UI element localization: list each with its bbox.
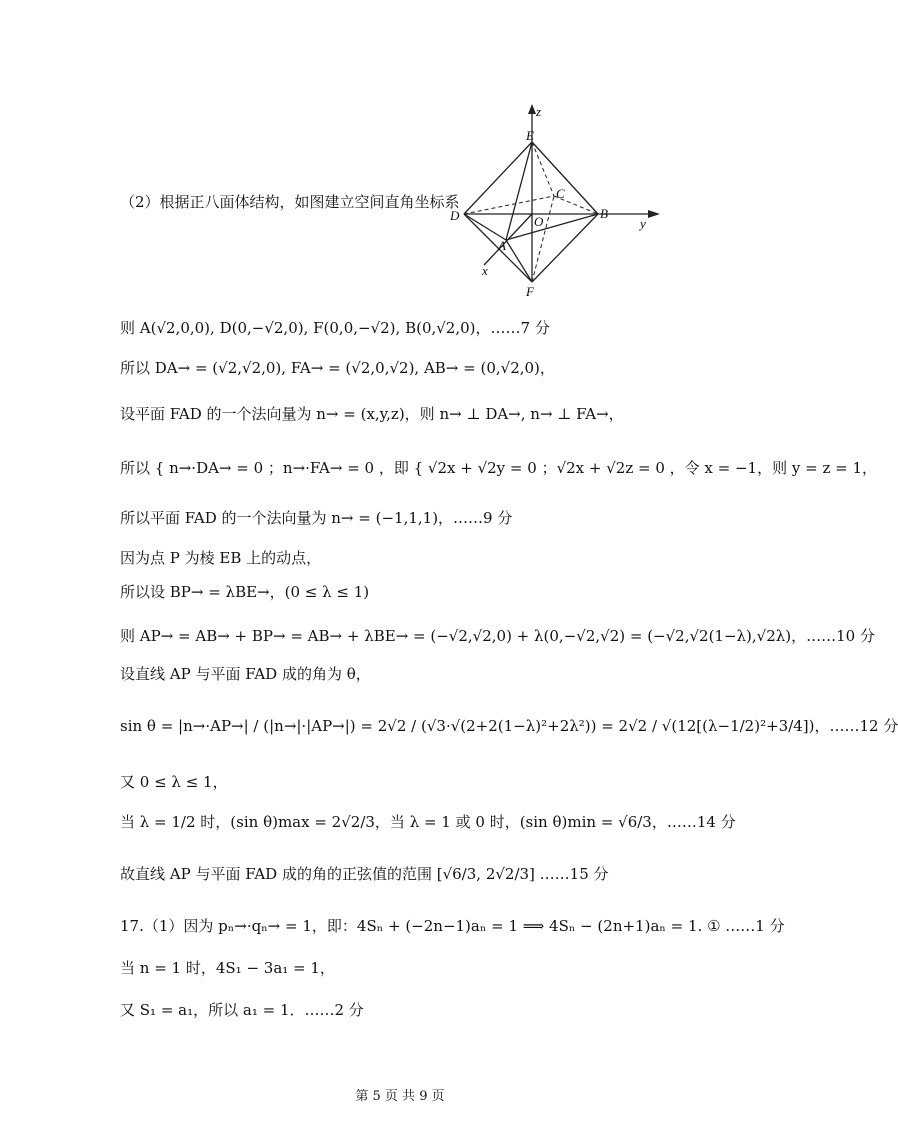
label-O: O: [534, 214, 544, 229]
page-footer: 第 5 页 共 9 页: [355, 1089, 445, 1104]
label-x: x: [482, 263, 488, 278]
octahedron-figure: [440, 100, 670, 304]
text-line-coordinates: 则 A(√2,0,0), D(0,−√2,0), F(0,0,−√2), B(0,√2,0)，……7 分: [120, 319, 550, 337]
label-z: z: [536, 104, 542, 119]
text-line-normal-setup: 设平面 FAD 的一个法向量为 n→ = (x,y,z)，则 n→ ⊥ DA→, n→ ⊥ FA→，: [120, 405, 624, 423]
text-line-bp: 所以设 BP→ = λBE→，(0 ≤ λ ≤ 1): [120, 583, 370, 601]
text-line-q17-start: 17.（1）因为 pₙ→·qₙ→ = 1，即：4Sₙ + (−2n−1)aₙ = 1 ⟹ 4Sₙ − (2n+1)aₙ = 1. ① ……1 分: [120, 917, 785, 935]
text-line-normal-result: 所以平面 FAD 的一个法向量为 n→ = (−1,1,1)，……9 分: [120, 509, 513, 527]
label-F: F: [526, 284, 534, 299]
text-line-setup: （2）根据正八面体结构，如图建立空间直角坐标系: [120, 193, 460, 211]
text-line-point-p: 因为点 P 为棱 EB 上的动点，: [120, 549, 322, 567]
text-line-a1: 又 S₁ = a₁，所以 a₁ = 1．……2 分: [120, 1001, 364, 1019]
text-line-n1: 当 n = 1 时，4S₁ − 3a₁ = 1，: [120, 959, 335, 977]
text-line-ap: 则 AP→ = AB→ + BP→ = AB→ + λBE→ = (−√2,√2,0) + λ(0,−√2,√2) = (−√2,√2(1−λ),√2λ)，……10 分: [120, 627, 875, 645]
label-D: D: [450, 208, 460, 223]
text-line-sine: sin θ = |n→·AP→| / (|n→|·|AP→|) = 2√2 / (√3·√(2+2(1−λ)²+2λ²)) = 2√2 / √(12[(λ−1/2)²+3/4])，……12 分: [120, 717, 898, 735]
text-line-vectors: 所以 DA→ = (√2,√2,0), FA→ = (√2,0,√2), AB→ = (0,√2,0)，: [120, 359, 555, 377]
octahedron-diagram: [440, 100, 670, 300]
text-line-range: 又 0 ≤ λ ≤ 1，: [120, 773, 228, 791]
text-line-angle: 设直线 AP 与平面 FAD 成的角为 θ，: [120, 665, 371, 683]
text-line-conclusion: 故直线 AP 与平面 FAD 成的角的正弦值的范围 [√6/3, 2√2/3] ……15 分: [120, 865, 609, 883]
label-B: B: [600, 206, 608, 221]
label-y: y: [640, 216, 646, 231]
label-E: E: [526, 128, 534, 143]
text-line-system: 所以 { n→·DA→ = 0 ；n→·FA→ = 0 ，即 { √2x + √2y = 0 ；√2x + √2z = 0 ，令 x = −1，则 y = z = 1，: [120, 459, 878, 477]
text-line-extrema: 当 λ = 1/2 时，(sin θ)max = 2√2/3，当 λ = 1 或 0 时，(sin θ)min = √6/3，……14 分: [120, 813, 736, 831]
label-C: C: [556, 186, 565, 201]
label-A: A: [498, 238, 506, 253]
